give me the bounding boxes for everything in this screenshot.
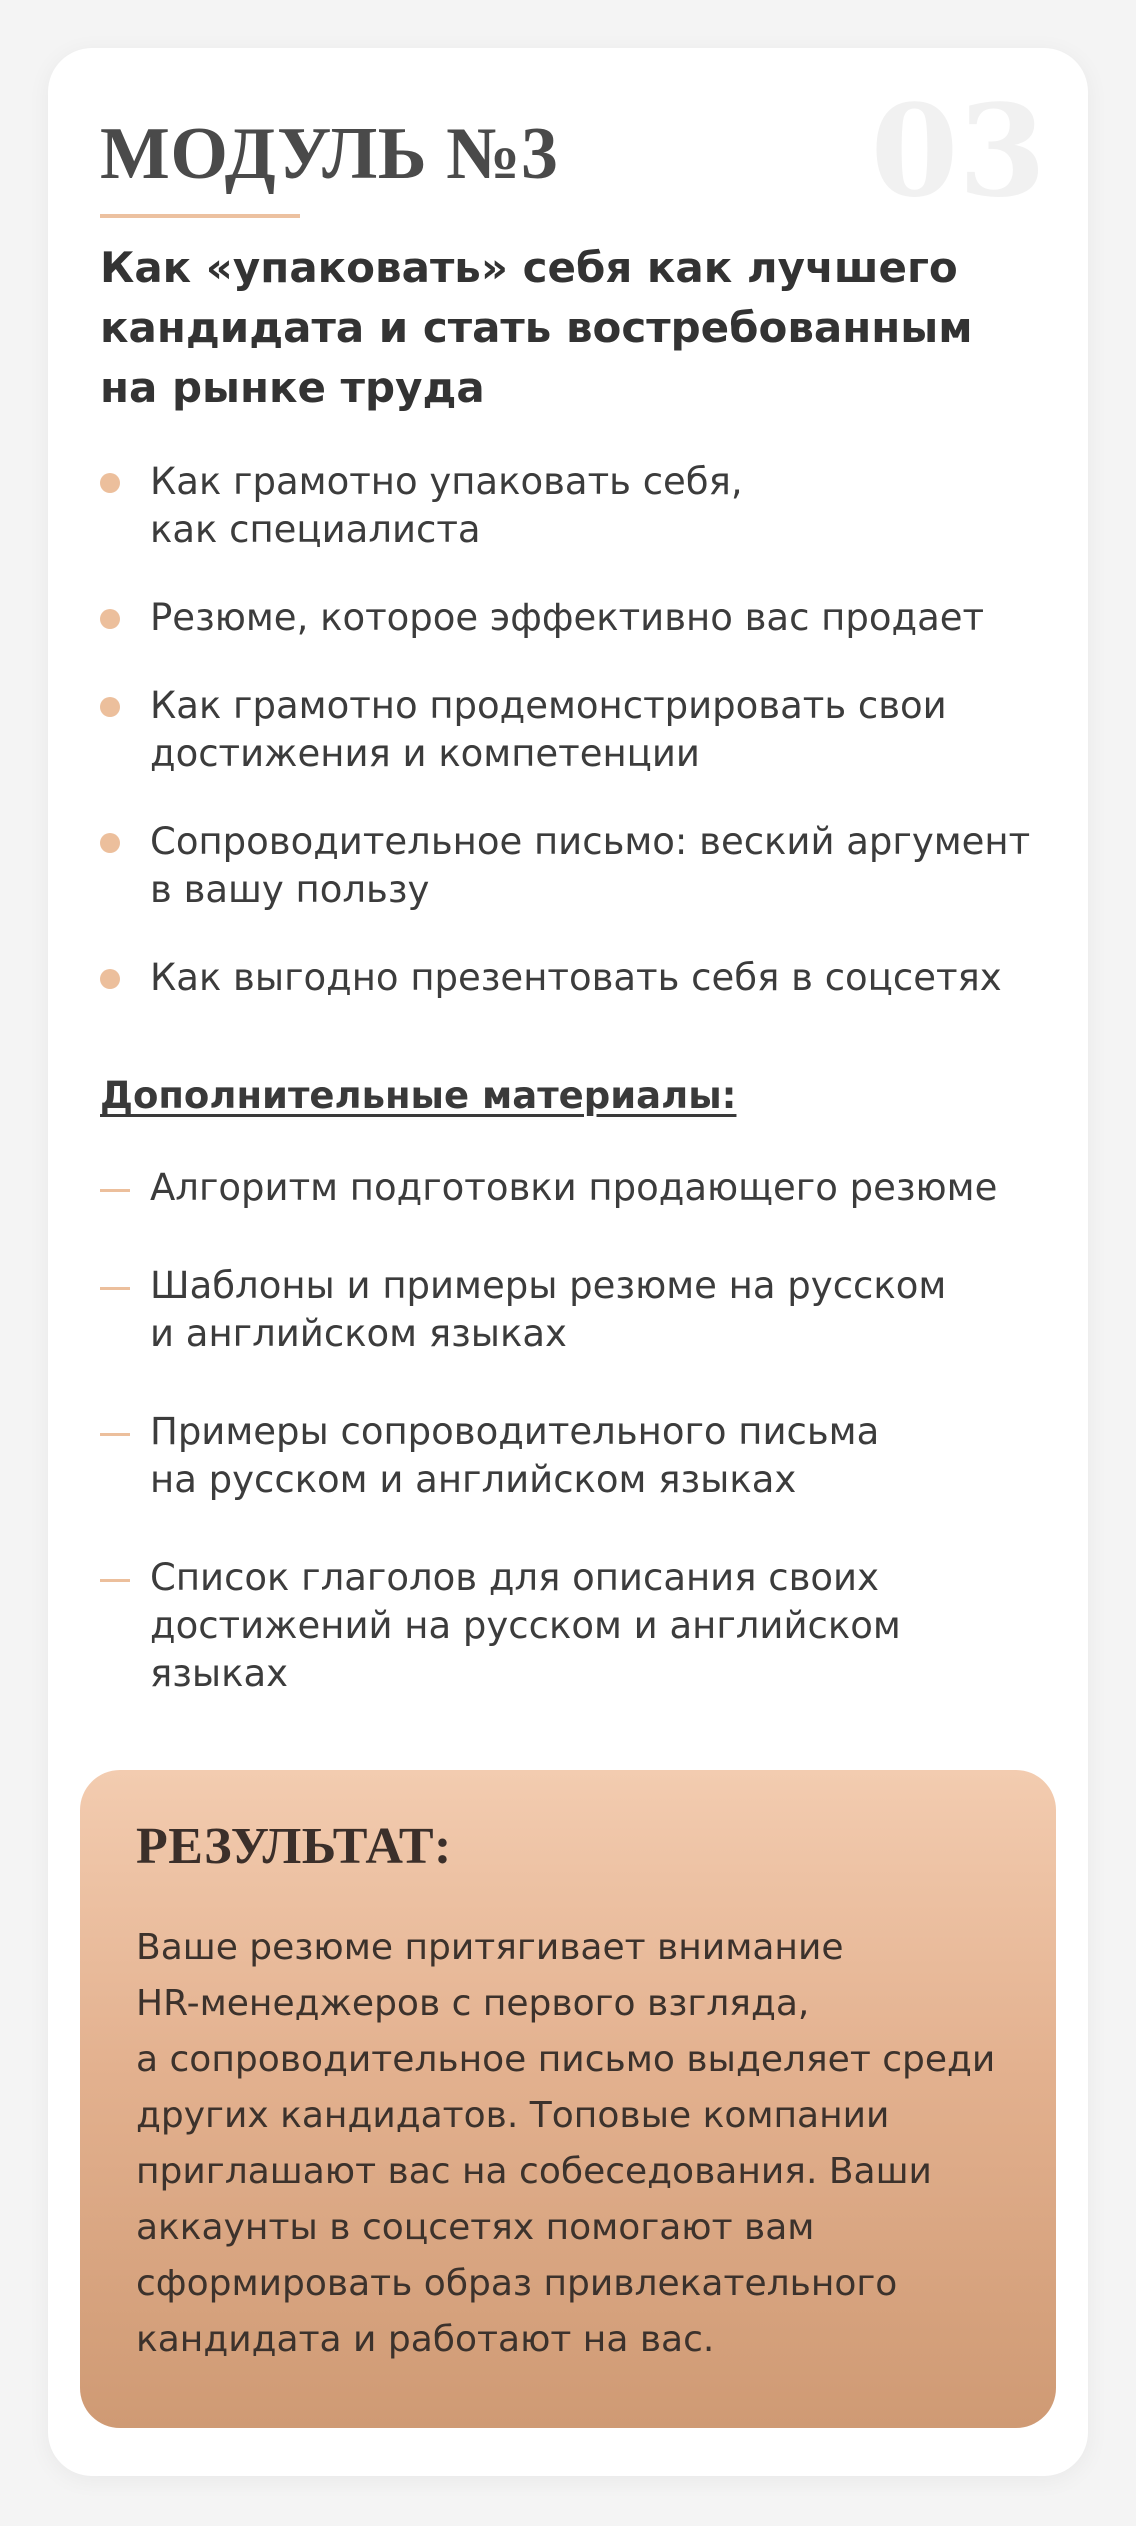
dash-icon: [100, 1433, 130, 1436]
result-box: [80, 1770, 1056, 2428]
topic-item: [100, 818, 1060, 914]
result-title: РЕЗУЛЬТАТ:: [136, 1818, 452, 1875]
dash-icon: [100, 1287, 130, 1290]
extra-item: [100, 1408, 1060, 1504]
bullet-dot-icon: [100, 697, 120, 717]
topic-item: [100, 954, 1060, 1002]
result-text: Ваше резюме притягивает внимание HR-менеджеров с первого взгляда, а сопроводительное письмо выделяет среди других кандидатов. Топовые компании приглашают вас на собеседования. Ваши аккаунты в соцсетях помогают вам сформировать образ привлекательного кандидата и работают на вас.: [136, 1927, 996, 2360]
bullet-dot-icon: [100, 473, 120, 493]
module-subtitle: Как «упаковать» себя как лучшего кандидата и стать востребованным на рынке труда: [100, 243, 973, 412]
extra-text: Примеры сопроводительного письма на русском и английском языках: [150, 1410, 880, 1501]
module-card: [48, 48, 1088, 2476]
extra-text: Алгоритм подготовки продающего резюме: [150, 1166, 998, 1209]
module-title: МОДУЛЬ №3: [100, 113, 559, 195]
extra-text: Список глаголов для описания своих достижений на русском и английском языках: [150, 1556, 901, 1695]
extra-item: [100, 1262, 1060, 1358]
extra-text: Шаблоны и примеры резюме на русском и английском языках: [150, 1264, 947, 1355]
topic-text: Сопроводительное письмо: веский аргумент в вашу пользу: [150, 820, 1031, 911]
extra-item: [100, 1554, 1060, 1698]
dash-icon: [100, 1189, 130, 1192]
topic-text: Как выгодно презентовать себя в соцсетях: [150, 956, 1002, 999]
dash-icon: [100, 1579, 130, 1582]
topics-list: [100, 458, 1060, 1042]
bullet-dot-icon: [100, 833, 120, 853]
bullet-dot-icon: [100, 609, 120, 629]
topic-text: Как грамотно продемонстрировать свои достижения и компетенции: [150, 684, 947, 775]
topic-item: [100, 682, 1060, 778]
topic-item: [100, 458, 1060, 554]
bullet-dot-icon: [100, 969, 120, 989]
extras-list: [100, 1164, 1060, 1748]
topic-text: Резюме, которое эффективно вас продает: [150, 596, 985, 639]
topic-item: [100, 594, 1060, 642]
title-underline: [100, 214, 300, 218]
module-number-watermark: 03: [870, 77, 1046, 225]
extras-heading: Дополнительные материалы:: [100, 1074, 737, 1117]
extra-item: [100, 1164, 1060, 1212]
topic-text: Как грамотно упаковать себя, как специалиста: [150, 460, 743, 551]
